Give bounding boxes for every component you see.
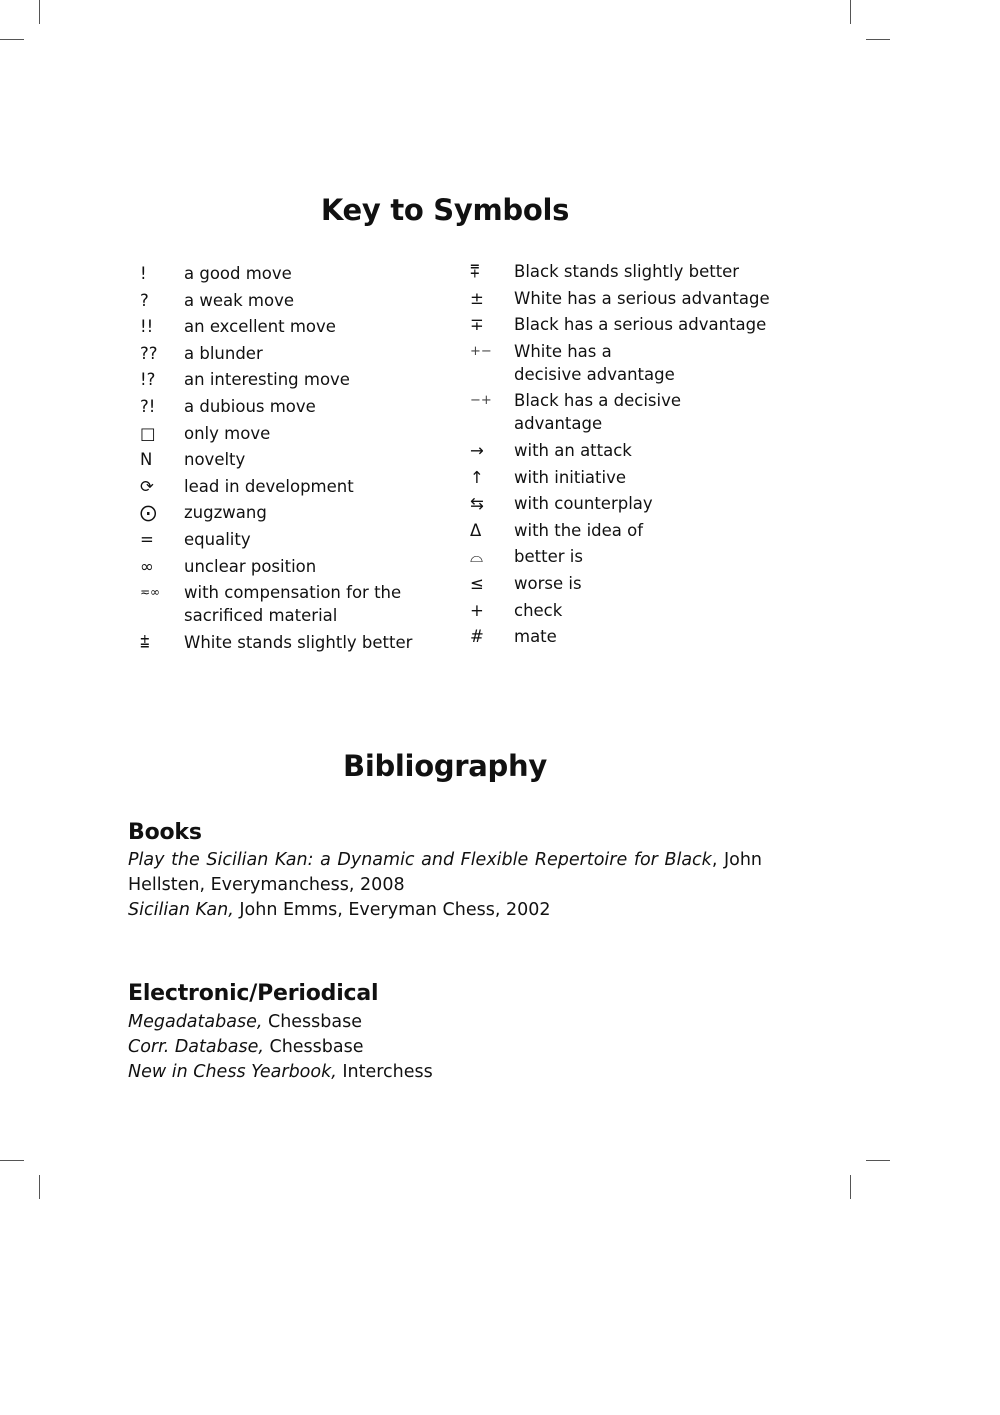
symbol-row bbox=[470, 260, 770, 287]
electronic-entry bbox=[128, 1010, 762, 1035]
crop-mark bbox=[850, 1175, 851, 1199]
symbol-row bbox=[470, 439, 770, 466]
source-title: Megadatabase, bbox=[128, 1012, 263, 1032]
symbol: ≂∞ bbox=[140, 585, 161, 600]
symbol-meaning: White has a serious advantage bbox=[514, 288, 770, 308]
symbol: Δ bbox=[470, 520, 482, 540]
source-details: Interchess bbox=[336, 1062, 433, 1082]
symbol-row bbox=[470, 313, 770, 340]
key-title: Key to Symbols bbox=[320, 193, 570, 227]
symbol-row bbox=[470, 287, 770, 314]
symbol: ?? bbox=[140, 343, 158, 363]
symbol: ∞ bbox=[140, 556, 154, 576]
symbol-meaning: unclear position bbox=[184, 556, 317, 576]
symbol-meaning: White has a decisive advantage bbox=[514, 341, 675, 384]
symbol-meaning: with initiative bbox=[514, 467, 627, 487]
symbol: # bbox=[470, 627, 484, 647]
symbol-row bbox=[470, 389, 770, 439]
book-details: , John Hellsten, Everymanchess, 2008 bbox=[128, 850, 763, 895]
symbol-row bbox=[126, 315, 440, 342]
book-title: Sicilian Kan, bbox=[128, 900, 234, 920]
symbol-row bbox=[126, 448, 440, 475]
symbol-meaning: check bbox=[514, 600, 563, 620]
symbol: ⌓ bbox=[470, 547, 484, 567]
symbol-meaning: a good move bbox=[184, 264, 292, 283]
symbol-meaning: Black has a decisive advantage bbox=[514, 391, 682, 434]
symbol: ⩲ bbox=[140, 632, 150, 652]
symbol-row bbox=[126, 262, 440, 289]
electronic-entry bbox=[128, 1060, 762, 1085]
source-details: Chessbase bbox=[262, 1012, 362, 1032]
source-title: New in Chess Yearbook, bbox=[128, 1062, 337, 1082]
source-title: Corr. Database, bbox=[128, 1037, 264, 1057]
symbol-meaning: with counterplay bbox=[514, 494, 653, 514]
symbol-row bbox=[470, 545, 770, 572]
symbol: N bbox=[140, 450, 153, 470]
symbol-meaning: lead in development bbox=[184, 476, 354, 496]
symbol: !! bbox=[140, 317, 154, 337]
symbol: ↑ bbox=[470, 467, 484, 487]
crop-mark bbox=[39, 1175, 40, 1199]
electronic-entry bbox=[128, 1035, 762, 1060]
bibliography-title: Bibliography bbox=[343, 749, 547, 783]
symbol-row bbox=[126, 555, 440, 582]
symbol: +− bbox=[470, 343, 492, 359]
symbol: → bbox=[470, 440, 484, 460]
symbol: = bbox=[140, 529, 154, 549]
symbol: □ bbox=[140, 423, 156, 443]
book-entry bbox=[128, 848, 762, 898]
symbol-row bbox=[470, 492, 770, 519]
book-title: Play the Sicilian Kan: a Dynamic and Flexible Repertoire for Black bbox=[128, 850, 712, 870]
symbol-meaning: equality bbox=[184, 529, 251, 549]
symbol: ! bbox=[140, 264, 147, 283]
symbol-meaning: Black has a serious advantage bbox=[514, 315, 767, 335]
symbol: ∓ bbox=[470, 315, 484, 335]
symbols-left-column bbox=[140, 262, 440, 657]
symbol: !? bbox=[140, 370, 156, 390]
symbol-meaning: a blunder bbox=[184, 343, 263, 363]
symbol: ⇆ bbox=[470, 494, 484, 514]
symbol-meaning: worse is bbox=[514, 573, 582, 593]
symbol-meaning: only move bbox=[184, 423, 271, 443]
crop-mark bbox=[850, 0, 851, 24]
symbol: + bbox=[470, 600, 484, 620]
symbol-meaning: a dubious move bbox=[184, 396, 316, 416]
symbol-row bbox=[126, 475, 440, 502]
symbol-meaning: mate bbox=[514, 627, 557, 647]
symbol-meaning: zugzwang bbox=[184, 503, 267, 523]
symbol-row bbox=[126, 501, 440, 528]
crop-mark bbox=[0, 39, 24, 40]
symbol-row bbox=[126, 395, 440, 422]
electronic-list bbox=[128, 1010, 762, 1085]
symbol-meaning: novelty bbox=[184, 450, 246, 470]
symbol-meaning: with compensation for the sacrificed material bbox=[184, 583, 402, 626]
symbol-meaning: an excellent move bbox=[184, 317, 336, 337]
symbol: −+ bbox=[470, 393, 492, 409]
books-heading: Books bbox=[128, 820, 202, 845]
symbol-row bbox=[126, 342, 440, 369]
symbol-meaning: White stands slightly better bbox=[184, 632, 413, 652]
symbol-row bbox=[126, 528, 440, 555]
symbol-meaning: an interesting move bbox=[184, 370, 350, 390]
symbol: ⟳ bbox=[140, 476, 154, 496]
symbol: ≤ bbox=[470, 573, 484, 593]
crop-mark bbox=[0, 1160, 24, 1161]
symbol: ⨀ bbox=[140, 503, 157, 523]
symbol-row bbox=[470, 572, 770, 599]
symbols-right-column bbox=[470, 260, 770, 652]
symbol-row bbox=[126, 289, 440, 316]
symbol-meaning: better is bbox=[514, 547, 583, 567]
symbol-row bbox=[126, 422, 440, 449]
symbol-row bbox=[470, 625, 770, 652]
symbol: ± bbox=[470, 288, 484, 308]
symbol-row bbox=[470, 519, 770, 546]
symbol-meaning: Black stands slightly better bbox=[514, 262, 740, 281]
book-details: John Emms, Everyman Chess, 2002 bbox=[233, 900, 551, 920]
book-entry bbox=[128, 898, 762, 923]
symbol-row bbox=[126, 368, 440, 395]
electronic-heading: Electronic/Periodical bbox=[128, 981, 379, 1006]
symbol-meaning: with the idea of bbox=[514, 520, 644, 540]
symbol-meaning: a weak move bbox=[184, 290, 294, 310]
symbol-row bbox=[126, 581, 440, 631]
symbol: ?! bbox=[140, 396, 156, 416]
crop-mark bbox=[866, 39, 890, 40]
source-details: Chessbase bbox=[263, 1037, 364, 1057]
symbol-row bbox=[126, 631, 440, 658]
symbol: ? bbox=[140, 290, 149, 310]
books-list bbox=[128, 848, 762, 923]
symbol-meaning: with an attack bbox=[514, 440, 632, 460]
crop-mark bbox=[39, 0, 40, 24]
symbol-row bbox=[470, 466, 770, 493]
crop-mark bbox=[866, 1160, 890, 1161]
symbol-row bbox=[470, 599, 770, 626]
symbol-row bbox=[470, 340, 770, 390]
symbol: ⩱ bbox=[470, 262, 480, 281]
